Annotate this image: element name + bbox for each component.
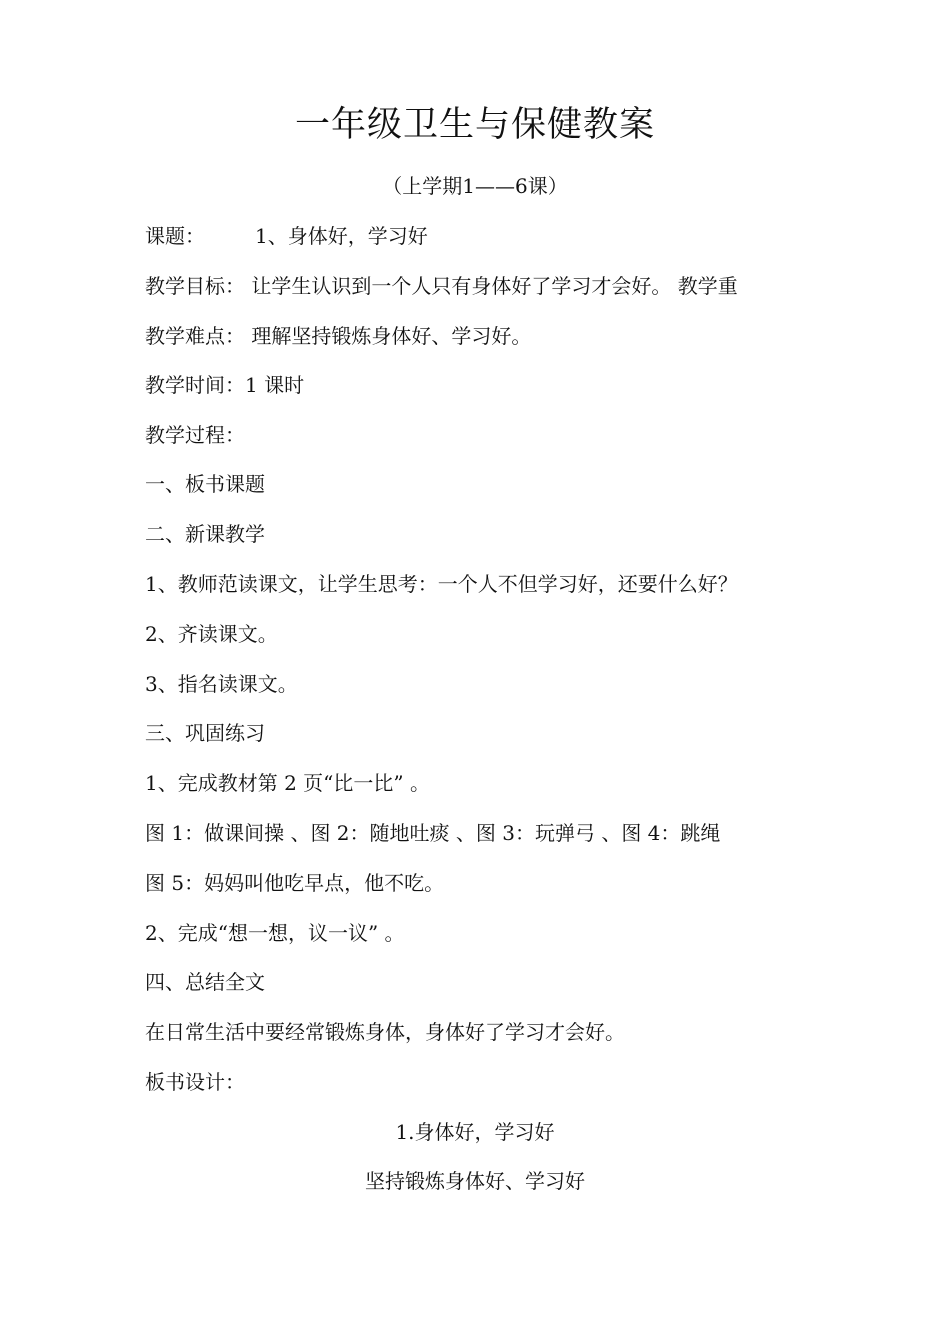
time-line: 教学时间：1 课时 bbox=[145, 373, 305, 397]
list-item: 2、完成“想一想，议一议” 。 bbox=[145, 921, 405, 945]
list-item: 图 1：做课间操 、图 2：随地吐痰 、图 3：玩弹弓 、图 4：跳绳 bbox=[145, 821, 721, 845]
list-item: 2、齐读课文。 bbox=[145, 622, 278, 646]
section-heading: 三、巩固练习 bbox=[145, 721, 265, 745]
section-heading: 二、新课教学 bbox=[145, 522, 265, 546]
board-design-line: 坚持锻炼身体好、学习好 bbox=[365, 1169, 585, 1193]
summary-text: 在日常生活中要经常锻炼身体，身体好了学习才会好。 bbox=[145, 1020, 625, 1044]
topic-line bbox=[145, 220, 825, 252]
topic-label: 课题： bbox=[145, 224, 205, 248]
document-subtitle: （上学期1——6课） bbox=[382, 174, 568, 198]
list-item: 1、完成教材第 2 页“比一比” 。 bbox=[145, 771, 430, 795]
goal-line: 教学目标： 让学生认识到一个人只有身体好了学习才会好。 教学重 bbox=[145, 274, 738, 298]
list-item: 图 5：妈妈叫他吃早点，他不吃。 bbox=[145, 871, 445, 895]
section-heading: 四、总结全文 bbox=[145, 970, 265, 994]
document-title: 一年级卫生与保健教案 bbox=[294, 105, 655, 145]
topic-value: 1、身体好，学习好 bbox=[255, 224, 428, 248]
board-design-label: 板书设计： bbox=[145, 1070, 245, 1094]
list-item: 1、教师范读课文，让学生思考：一个人不但学习好，还要什么好？ bbox=[145, 572, 738, 596]
list-item: 3、指名读课文。 bbox=[145, 672, 298, 696]
section-heading: 一、板书课题 bbox=[145, 472, 265, 496]
board-design-line: 1.身体好，学习好 bbox=[395, 1120, 555, 1144]
difficulty-line: 教学难点： 理解坚持锻炼身体好、学习好。 bbox=[145, 324, 532, 348]
process-heading: 教学过程： bbox=[145, 423, 245, 447]
